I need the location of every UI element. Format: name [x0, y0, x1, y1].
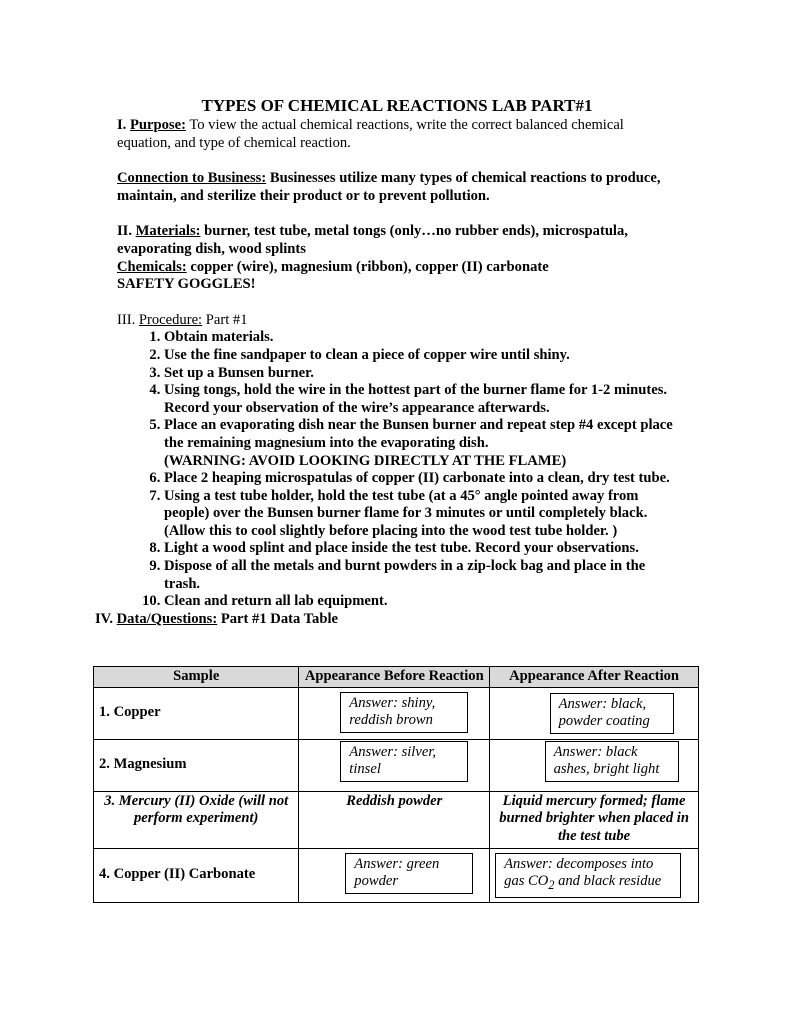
questions-label: Data/Questions:: [116, 610, 218, 627]
data-table: [93, 666, 699, 903]
table-header-row: [94, 667, 699, 688]
materials-label: Materials:: [135, 223, 201, 240]
connection-section: [117, 170, 677, 205]
procedure-step: 4. Using tongs, hold the wire in the hottest part of the burner flame for 1-2 minutes. Record your observation of the wire’s appearance afterwards.: [164, 382, 677, 417]
procedure-numeral: III.: [117, 311, 139, 328]
sample-cell: 3. Mercury (II) Oxide (will not perform experiment): [94, 791, 299, 848]
procedure-step: 6. Place 2 heaping microspatulas of copper (II) carbonate into a clean, dry test tube.: [164, 470, 677, 488]
answer-text: and black residue: [554, 873, 662, 890]
purpose-section: [117, 117, 677, 152]
procedure-step: 10. Clean and return all lab equipment.: [164, 593, 677, 611]
document-body: [95, 96, 677, 628]
answer-box[interactable]: Answer: black ashes, bright light: [545, 741, 679, 782]
chemicals-line: [117, 259, 677, 277]
after-cell: [490, 687, 699, 739]
answer-subscript: 2: [548, 878, 555, 893]
sample-cell: 1. Copper: [94, 687, 299, 739]
procedure-step-text: Using a test tube holder, hold the test tube (at a 45° angle pointed away from people) over the Bunsen burner flame for 3 minutes or until completely black.: [164, 487, 648, 522]
connection-text: Businesses utilize many types of chemical reactions to produce, maintain, and sterilize their product or to prevent pollution.: [117, 170, 661, 204]
procedure-steps: [117, 329, 677, 611]
materials-numeral: II.: [117, 223, 136, 240]
procedure-step-text: Place an evaporating dish near the Bunsen burner and repeat step #4 except place the remaining magnesium into the evaporating dish.: [164, 417, 673, 451]
after-cell: [490, 739, 699, 791]
procedure-label: Procedure:: [138, 311, 203, 328]
warning-text: (WARNING: AVOID LOOKING DIRECTLY AT THE FLAME): [164, 452, 567, 469]
purpose-numeral: I.: [117, 117, 130, 133]
answer-text: Answer: decomposes into gas CO: [504, 855, 654, 890]
answer-box[interactable]: Answer: shiny, reddish brown: [340, 692, 468, 733]
connection-label: Connection to Business:: [117, 170, 267, 187]
header-sample: Sample: [94, 667, 299, 688]
before-cell: [299, 739, 490, 791]
after-cell: [490, 848, 699, 902]
before-cell: [299, 848, 490, 902]
sample-cell: 2. Magnesium: [94, 739, 299, 791]
questions-suffix: Part #1 Data Table: [217, 610, 338, 627]
purpose-label: Purpose:: [129, 117, 186, 133]
after-cell: Liquid mercury formed; flame burned brighter when placed in the test tube: [490, 791, 699, 848]
procedure-suffix: Part #1: [202, 311, 248, 328]
answer-box[interactable]: [495, 853, 681, 898]
procedure-step: [164, 488, 677, 541]
chemicals-text: copper (wire), magnesium (ribbon), copper (II) carbonate: [186, 258, 549, 275]
procedure-heading: [117, 312, 677, 330]
procedure-step: 9. Dispose of all the metals and burnt powders in a zip-lock bag and place in the trash.: [164, 558, 677, 593]
questions-heading: [95, 611, 677, 629]
procedure-step: 1. Obtain materials.: [164, 329, 677, 347]
sample-cell: 4. Copper (II) Carbonate: [94, 848, 299, 902]
questions-numeral: IV.: [95, 610, 117, 627]
procedure-step: [164, 417, 677, 470]
table-row: [94, 848, 699, 902]
header-after: Appearance After Reaction: [490, 667, 699, 688]
materials-section: [117, 223, 677, 258]
table-row: [94, 791, 699, 848]
procedure-step: 2. Use the fine sandpaper to clean a piece of copper wire until shiny.: [164, 347, 677, 365]
answer-box[interactable]: Answer: black, powder coating: [550, 693, 674, 734]
chemicals-label: Chemicals:: [117, 258, 187, 275]
page-title: TYPES OF CHEMICAL REACTIONS LAB PART#1: [201, 96, 593, 115]
table-row: [94, 739, 699, 791]
header-before: Appearance Before Reaction: [299, 667, 490, 688]
safety-line: SAFETY GOGGLES!: [117, 276, 256, 293]
procedure-step: 3. Set up a Bunsen burner.: [164, 365, 677, 383]
before-cell: Reddish powder: [299, 791, 490, 848]
table-row: [94, 687, 699, 739]
answer-box[interactable]: Answer: silver, tinsel: [340, 741, 468, 782]
purpose-text: To view the actual chemical reactions, write the correct balanced chemical equation, and type of chemical reaction.: [117, 117, 624, 151]
before-cell: [299, 687, 490, 739]
cooling-note: (Allow this to cool slightly before placing into the wood test tube holder. ): [164, 522, 618, 539]
procedure-step: 8. Light a wood splint and place inside the test tube. Record your observations.: [164, 540, 677, 558]
answer-box[interactable]: Answer: green powder: [345, 853, 473, 894]
materials-text: burner, test tube, metal tongs (only…no rubber ends), microspatula, evaporating dish, wood splints: [117, 223, 628, 257]
